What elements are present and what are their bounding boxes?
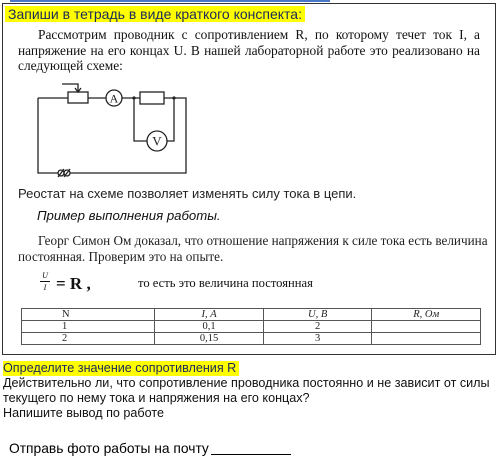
table-header-resistance: R, Ом [372, 309, 481, 321]
task-title: Определите значение сопротивления R [3, 361, 239, 376]
voltmeter-label: V [152, 133, 162, 149]
example-heading: Пример выполнения работы. [37, 208, 221, 223]
ammeter-label: A [109, 91, 119, 106]
table-row [22, 333, 481, 345]
table-cell-n: 2 [22, 333, 155, 345]
circuit-diagram [36, 78, 188, 184]
task-line-2: текущего по нему тока и напряжения на его концах? [3, 391, 310, 405]
send-photo-text: Отправь фото работы на почту [9, 441, 209, 456]
table-cell-n: 1 [22, 321, 155, 333]
formula-fraction [40, 271, 50, 292]
formula-denominator: I [43, 283, 47, 292]
table-header-voltage: U, В [263, 309, 372, 321]
email-blank[interactable] [211, 440, 291, 455]
intro-paragraph: Рассмотрим проводник с сопротивлением R, по которому течет ток I, а напряжение на его концах U. В нашей лабораторной работе это реализовано на следующей схеме: [18, 27, 480, 73]
table-header-current: I, А [155, 309, 264, 321]
resistor-box [140, 92, 164, 104]
table-cell-current: 0,1 [155, 321, 264, 333]
section-title: Запиши в тетрадь в виде краткого конспекта: [5, 6, 305, 22]
circuit-wire-bottom [70, 98, 186, 173]
send-photo-line [9, 440, 291, 456]
table-cell-voltage: 2 [263, 321, 372, 333]
table-cell-resistance[interactable] [372, 333, 481, 345]
formula-fraction-line [40, 281, 50, 282]
rheostat-box [68, 92, 88, 103]
circuit-wire-left [38, 98, 58, 173]
table-cell-voltage: 3 [263, 333, 372, 345]
formula-explanation: то есть это величина постоянная [138, 276, 313, 290]
table-row [22, 321, 481, 333]
rheostat-note: Реостат на схеме позволяет изменять силу тока в цепи. [18, 186, 357, 201]
task-line-1: Действительно ли, что сопротивление проводника постоянно и не зависит от силы [3, 376, 490, 390]
formula-numerator: U [42, 271, 48, 280]
table-header-row [22, 309, 481, 321]
table-cell-current: 0,15 [155, 333, 264, 345]
task-line-3: Напишите вывод по работе [3, 406, 164, 420]
junction-right [172, 96, 175, 99]
task-block [3, 361, 490, 421]
top-blue-line [10, 0, 330, 2]
formula-equals-r: = R , [56, 274, 91, 293]
table-cell-resistance[interactable] [372, 321, 481, 333]
table-header-n: N [22, 309, 155, 321]
ohm-paragraph: Георг Симон Ом доказал, что отношение напряжения к силе тока есть величина постоянная. Проверим это на опыте. [18, 233, 488, 264]
junction-left [132, 96, 135, 99]
voltmeter-wire-right [167, 98, 174, 141]
measurement-table [21, 308, 481, 345]
